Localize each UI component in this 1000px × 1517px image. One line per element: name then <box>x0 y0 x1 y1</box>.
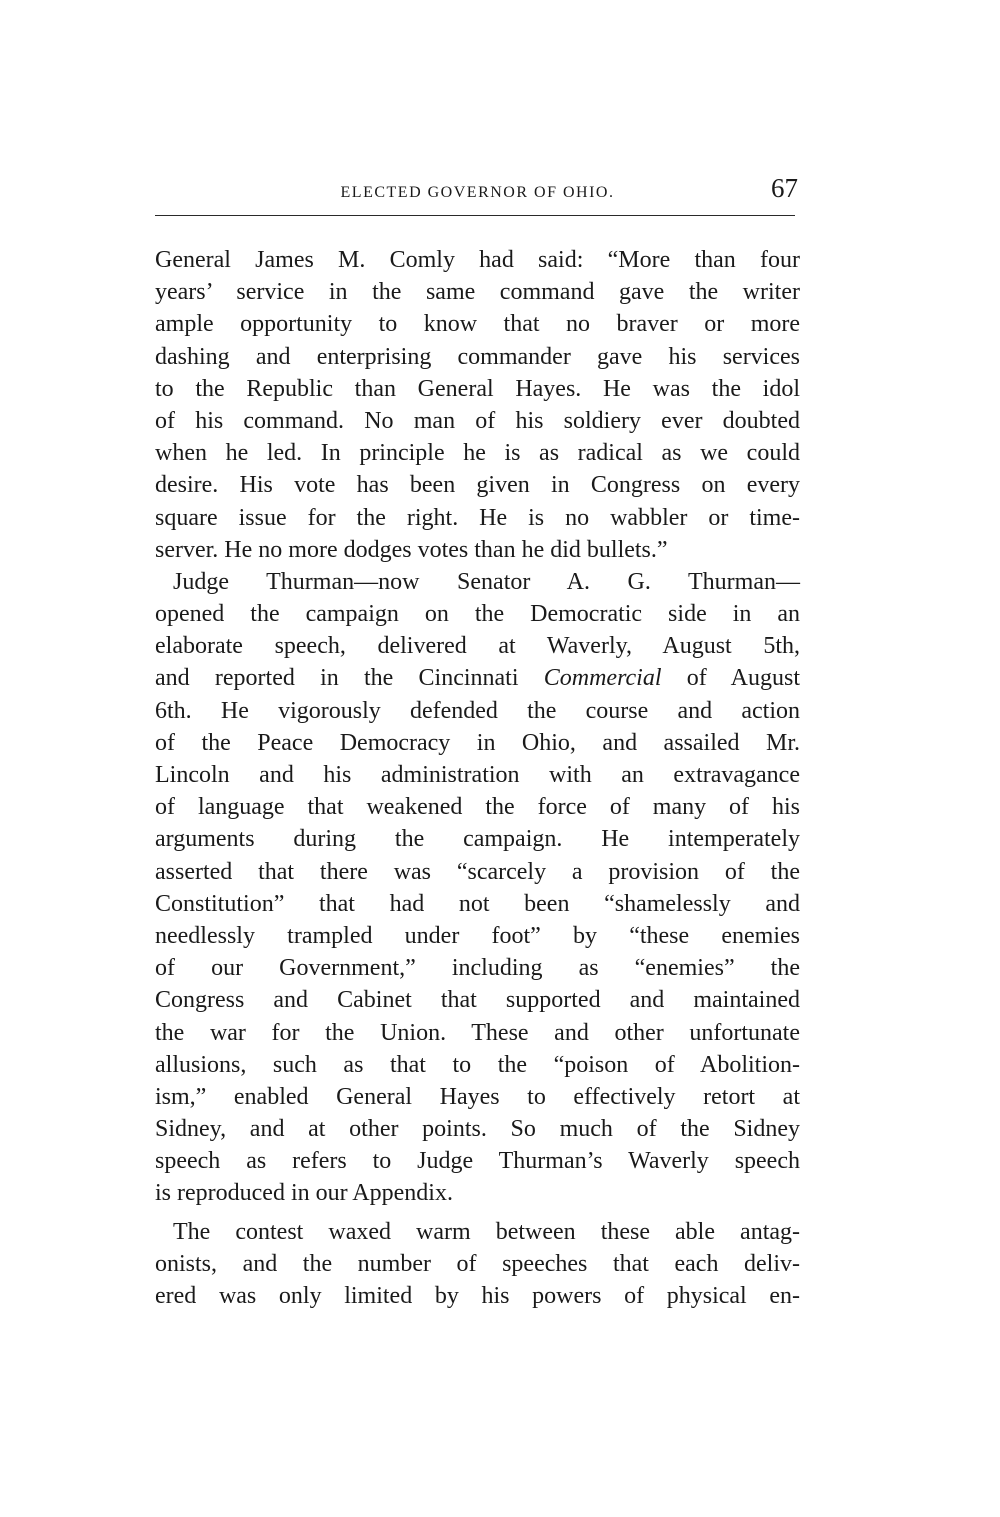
text-line: server. He no more dodges votes than he did bullets.” <box>155 536 668 563</box>
text-line: needlessly trampled under foot” by “these enemies <box>155 922 800 949</box>
text-line: of our Government,” including as “enemies” the <box>155 955 800 982</box>
text-line: Judge Thurman—now Senator A. G. Thurman— <box>173 568 800 595</box>
text-line: dashing and enterprising commander gave his services <box>155 343 800 370</box>
text-line: ered was only limited by his powers of physical en- <box>155 1283 800 1309</box>
page-number: 67 <box>771 173 798 203</box>
text-line: to the Republic than General Hayes. He was the idol <box>155 375 800 402</box>
header-rule <box>155 215 795 216</box>
paragraph-2 <box>155 568 800 1212</box>
text-line: of language that weakened the force of many of his <box>155 794 800 821</box>
text-line <box>155 664 800 696</box>
text-line: the war for the Union. These and other unfortunate <box>155 1019 800 1046</box>
paragraph-1 <box>155 246 800 568</box>
text-line: onists, and the number of speeches that each deliv- <box>155 1250 800 1277</box>
text-line: asserted that there was “scarcely a provision of the <box>155 858 800 885</box>
text-line: 6th. He vigorously defended the course and action <box>155 697 800 724</box>
text-line: when he led. In principle he is as radical as we could <box>155 440 800 467</box>
text-line: ample opportunity to know that no braver or more <box>155 311 800 338</box>
text-run: and reported in the Cincinnati <box>155 665 544 692</box>
text-run: of August <box>661 665 800 692</box>
text-line: of the Peace Democracy in Ohio, and assailed Mr. <box>155 729 800 756</box>
text-line: Lincoln and his administration with an extravagance <box>155 762 800 788</box>
text-line: opened the campaign on the Democratic side in an <box>155 601 800 628</box>
text-line: The contest waxed warm between these able antag- <box>173 1218 800 1245</box>
text-line: speech as refers to Judge Thurman’s Waverly speech <box>155 1148 800 1175</box>
text-line: is reproduced in our Appendix. <box>155 1180 453 1207</box>
running-head <box>155 172 800 212</box>
text-line: Sidney, and at other points. So much of the Sidney <box>155 1116 800 1143</box>
text-line: ism,” enabled General Hayes to effectively retort at <box>155 1083 800 1110</box>
paragraph-3 <box>155 1218 800 1315</box>
text-line: allusions, such as that to the “poison of Abolition- <box>155 1051 800 1078</box>
text-line: desire. His vote has been given in Congress on every <box>155 472 800 499</box>
text-line: years’ service in the same command gave the writer <box>155 279 800 306</box>
running-title: ELECTED GOVERNOR OF OHIO. <box>340 184 615 201</box>
text-line: arguments during the campaign. He intemperately <box>155 826 800 853</box>
text-line: General James M. Comly had said: “More than four <box>155 247 800 273</box>
newspaper-title: Commercial <box>543 665 662 692</box>
text-line: elaborate speech, delivered at Waverly, August 5th, <box>155 633 800 660</box>
text-line: Constitution” that had not been “shamelessly and <box>155 890 800 917</box>
body-text <box>155 246 800 1314</box>
text-line: square issue for the right. He is no wabbler or time- <box>155 504 800 531</box>
text-line: Congress and Cabinet that supported and maintained <box>155 987 800 1014</box>
text-line: of his command. No man of his soldiery ever doubted <box>155 407 800 434</box>
